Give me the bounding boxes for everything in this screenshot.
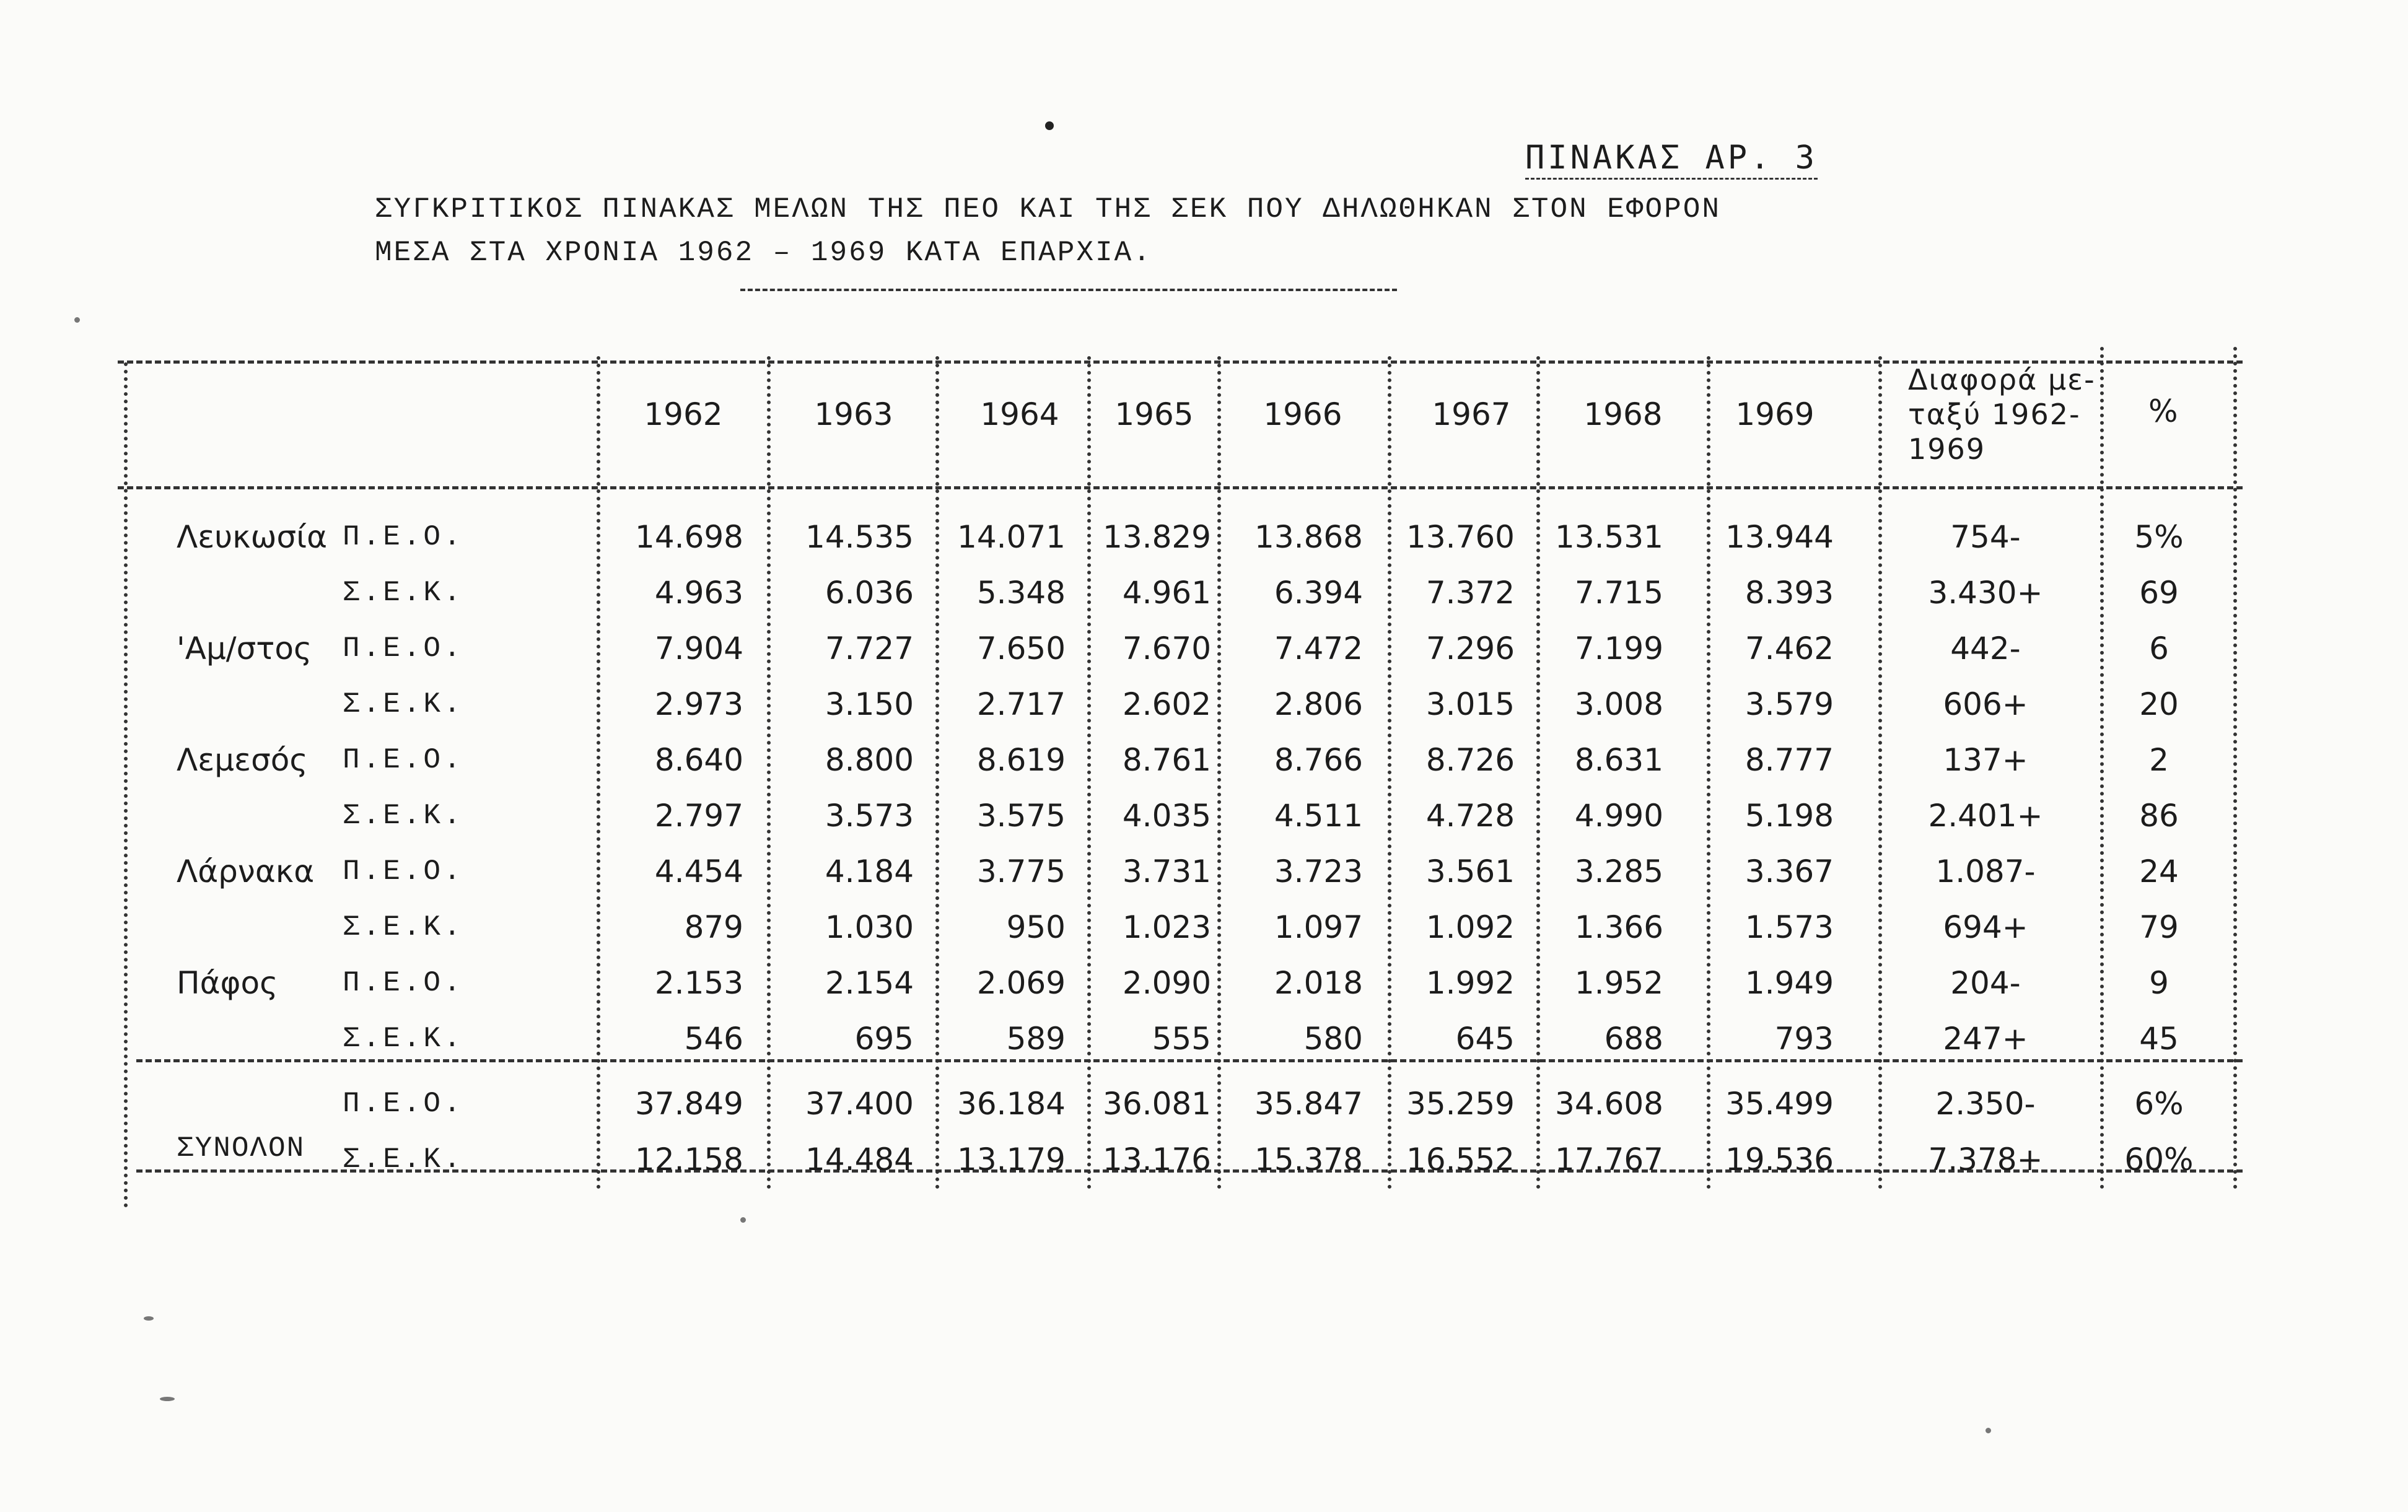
- cell-1964: 5.348: [976, 575, 1066, 611]
- cell-1962: 2.797: [654, 798, 743, 834]
- union-code: Σ.Ε.Κ.: [343, 800, 464, 832]
- scan-speck: [740, 1217, 746, 1223]
- scan-speck: [74, 317, 80, 323]
- total-cell-1968: 17.767: [1555, 1142, 1663, 1178]
- cell-1967: 3.561: [1425, 854, 1515, 889]
- cell-1968: 4.990: [1574, 798, 1663, 834]
- percent-cell: 69: [2139, 575, 2179, 611]
- district-label: Πάφος: [177, 965, 278, 1001]
- cell-1965: 4.035: [1122, 798, 1211, 834]
- cell-1966: 6.394: [1274, 575, 1363, 611]
- diff-cell: 606+: [1943, 686, 2028, 722]
- percent-cell: 45: [2139, 1021, 2179, 1057]
- cell-1965: 1.023: [1122, 909, 1211, 945]
- total-diff-cell: 7.378+: [1928, 1142, 2043, 1178]
- cell-1966: 2.018: [1274, 965, 1363, 1001]
- total-union-code: Π.Ε.Ο.: [343, 1088, 464, 1120]
- diff-cell: 1.087-: [1935, 854, 2036, 889]
- cell-1963: 8.800: [825, 742, 914, 778]
- cell-1964: 8.619: [976, 742, 1066, 778]
- cell-1965: 3.731: [1122, 854, 1211, 889]
- diff-cell: 3.430+: [1928, 575, 2043, 611]
- district-label: 'Αμ/στος: [177, 631, 312, 666]
- diff-cell: 694+: [1943, 909, 2028, 945]
- document-title-line-1: ΣΥΓΚΡΙΤΙΚΟΣ ΠΙΝΑΚΑΣ ΜΕΛΩΝ ΤΗΣ ΠΕΟ ΚΑΙ ΤΗΣ ΣΕΚ ΠΟΥ ΔΗΛΩΘΗΚΑΝ ΣΤΟΝ ΕΦΟΡΟΝ: [375, 193, 1721, 225]
- percent-cell: 24: [2139, 854, 2179, 889]
- union-code: Σ.Ε.Κ.: [343, 577, 464, 609]
- cell-1964: 589: [1006, 1021, 1066, 1057]
- percent-cell: 9: [2149, 965, 2169, 1001]
- total-cell-1965: 36.081: [1103, 1086, 1211, 1122]
- cell-1968: 3.285: [1574, 854, 1663, 889]
- total-cell-1963: 14.484: [805, 1142, 914, 1178]
- cell-1969: 13.944: [1725, 519, 1834, 555]
- total-cell-1969: 35.499: [1725, 1086, 1834, 1122]
- cell-1963: 1.030: [825, 909, 914, 945]
- percent-cell: 5%: [2134, 519, 2184, 555]
- cell-1966: 580: [1303, 1021, 1363, 1057]
- total-cell-1963: 37.400: [805, 1086, 914, 1122]
- total-cell-1968: 34.608: [1555, 1086, 1663, 1122]
- total-cell-1965: 13.176: [1103, 1142, 1211, 1178]
- cell-1967: 1.092: [1425, 909, 1515, 945]
- cell-1967: 1.992: [1425, 965, 1515, 1001]
- scan-speck: [1045, 121, 1054, 130]
- difference-header-line-1: Διαφορά με-: [1908, 363, 2096, 396]
- union-code: Π.Ε.Ο.: [343, 855, 464, 888]
- cell-1963: 14.535: [805, 519, 914, 555]
- cell-1965: 2.602: [1122, 686, 1211, 722]
- header-bottom-rule: [118, 486, 2243, 489]
- year-header-1968: 1968: [1583, 396, 1663, 432]
- cell-1962: 4.963: [654, 575, 743, 611]
- percent-cell: 6: [2149, 631, 2169, 666]
- total-cell-1967: 16.552: [1406, 1142, 1515, 1178]
- cell-1969: 8.393: [1745, 575, 1834, 611]
- year-header-1969: 1969: [1735, 396, 1815, 432]
- cell-1965: 2.090: [1122, 965, 1211, 1001]
- cell-1967: 8.726: [1425, 742, 1515, 778]
- cell-1968: 8.631: [1574, 742, 1663, 778]
- year-header-1966: 1966: [1263, 396, 1342, 432]
- cell-1969: 1.949: [1745, 965, 1834, 1001]
- total-percent-cell: 6%: [2134, 1086, 2184, 1122]
- cell-1966: 4.511: [1274, 798, 1363, 834]
- total-label: ΣΥΝΟΛΟΝ: [177, 1132, 305, 1165]
- cell-1962: 2.153: [654, 965, 743, 1001]
- total-cell-1966: 35.847: [1254, 1086, 1363, 1122]
- cell-1966: 1.097: [1274, 909, 1363, 945]
- cell-1963: 7.727: [825, 631, 914, 666]
- cell-1962: 7.904: [654, 631, 743, 666]
- percent-cell: 79: [2139, 909, 2179, 945]
- union-code: Π.Ε.Ο.: [343, 632, 464, 665]
- district-label: Λευκωσία: [177, 519, 328, 555]
- year-header-1965: 1965: [1114, 396, 1194, 432]
- total-cell-1962: 12.158: [635, 1142, 743, 1178]
- difference-header: [1908, 362, 2112, 466]
- cell-1969: 7.462: [1745, 631, 1834, 666]
- cell-1963: 3.573: [825, 798, 914, 834]
- year-header-1964: 1964: [980, 396, 1059, 432]
- cell-1964: 2.069: [976, 965, 1066, 1001]
- difference-header-line-2: ταξύ 1962-: [1908, 398, 2081, 431]
- total-cell-1962: 37.849: [635, 1086, 743, 1122]
- difference-header-line-3: 1969: [1908, 432, 1986, 466]
- scan-speck: [160, 1397, 175, 1401]
- year-header-1967: 1967: [1432, 396, 1511, 432]
- cell-1968: 7.715: [1574, 575, 1663, 611]
- cell-1969: 8.777: [1745, 742, 1834, 778]
- cell-1965: 8.761: [1122, 742, 1211, 778]
- cell-1962: 879: [684, 909, 743, 945]
- title-underline: [740, 289, 1397, 291]
- cell-1963: 695: [854, 1021, 914, 1057]
- diff-cell: 204-: [1950, 965, 2021, 1001]
- year-header-1962: 1962: [644, 396, 723, 432]
- cell-1969: 793: [1774, 1021, 1834, 1057]
- total-percent-cell: 60%: [2124, 1142, 2194, 1178]
- cell-1963: 2.154: [825, 965, 914, 1001]
- cell-1969: 3.367: [1745, 854, 1834, 889]
- cell-1968: 7.199: [1574, 631, 1663, 666]
- percent-cell: 2: [2149, 742, 2169, 778]
- cell-1969: 1.573: [1745, 909, 1834, 945]
- cell-1965: 13.829: [1103, 519, 1211, 555]
- diff-cell: 2.401+: [1928, 798, 2043, 834]
- cell-1964: 7.650: [976, 631, 1066, 666]
- union-code: Σ.Ε.Κ.: [343, 1023, 464, 1055]
- cell-1967: 4.728: [1425, 798, 1515, 834]
- cell-1969: 3.579: [1745, 686, 1834, 722]
- left-edge-rule: [124, 362, 128, 1208]
- total-cell-1969: 19.536: [1725, 1142, 1834, 1178]
- document-title-line-2: ΜΕΣΑ ΣΤΑ ΧΡΟΝΙΑ 1962 – 1969 ΚΑΤΑ ΕΠΑΡΧΙΑ.: [375, 237, 1152, 269]
- total-cell-1964: 36.184: [957, 1086, 1066, 1122]
- cell-1963: 6.036: [825, 575, 914, 611]
- cell-1964: 3.775: [976, 854, 1066, 889]
- cell-1968: 13.531: [1555, 519, 1663, 555]
- cell-1963: 4.184: [825, 854, 914, 889]
- cell-1966: 8.766: [1274, 742, 1363, 778]
- cell-1965: 4.961: [1122, 575, 1211, 611]
- cell-1962: 8.640: [654, 742, 743, 778]
- cell-1962: 14.698: [635, 519, 743, 555]
- cell-1968: 688: [1604, 1021, 1663, 1057]
- cell-1966: 13.868: [1254, 519, 1363, 555]
- cell-1962: 4.454: [654, 854, 743, 889]
- cell-1968: 1.952: [1574, 965, 1663, 1001]
- percent-cell: 86: [2139, 798, 2179, 834]
- cell-1964: 3.575: [976, 798, 1066, 834]
- body-bottom-rule: [136, 1059, 2243, 1062]
- year-header-1963: 1963: [814, 396, 893, 432]
- cell-1967: 7.296: [1425, 631, 1515, 666]
- cell-1963: 3.150: [825, 686, 914, 722]
- percent-cell: 20: [2139, 686, 2179, 722]
- total-cell-1964: 13.179: [957, 1142, 1066, 1178]
- column-divider: [1878, 356, 1882, 1189]
- union-code: Π.Ε.Ο.: [343, 521, 464, 553]
- diff-cell: 137+: [1943, 742, 2028, 778]
- diff-cell: 247+: [1943, 1021, 2028, 1057]
- cell-1966: 3.723: [1274, 854, 1363, 889]
- union-code: Σ.Ε.Κ.: [343, 911, 464, 943]
- cell-1962: 2.973: [654, 686, 743, 722]
- total-diff-cell: 2.350-: [1935, 1086, 2036, 1122]
- scan-speck: [1986, 1428, 1991, 1433]
- total-cell-1966: 15.378: [1254, 1142, 1363, 1178]
- total-cell-1967: 35.259: [1406, 1086, 1515, 1122]
- cell-1967: 13.760: [1406, 519, 1515, 555]
- total-union-code: Σ.Ε.Κ.: [343, 1143, 464, 1176]
- district-label: Λεμεσός: [177, 742, 308, 778]
- cell-1966: 2.806: [1274, 686, 1363, 722]
- cell-1964: 2.717: [976, 686, 1066, 722]
- cell-1967: 3.015: [1425, 686, 1515, 722]
- district-label: Λάρνακα: [177, 854, 315, 889]
- diff-cell: 442-: [1950, 631, 2021, 666]
- cell-1962: 546: [684, 1021, 743, 1057]
- cell-1964: 950: [1006, 909, 1066, 945]
- scan-speck: [144, 1316, 154, 1321]
- cell-1965: 7.670: [1122, 631, 1211, 666]
- cell-1966: 7.472: [1274, 631, 1363, 666]
- union-code: Π.Ε.Ο.: [343, 967, 464, 999]
- union-code: Π.Ε.Ο.: [343, 744, 464, 776]
- cell-1968: 3.008: [1574, 686, 1663, 722]
- cell-1968: 1.366: [1574, 909, 1663, 945]
- percent-header: %: [2148, 393, 2178, 429]
- union-code: Σ.Ε.Κ.: [343, 688, 464, 720]
- table-number: ΠΙΝΑΚΑΣ ΑΡ. 3: [1525, 139, 1818, 180]
- cell-1965: 555: [1152, 1021, 1211, 1057]
- cell-1967: 645: [1455, 1021, 1515, 1057]
- cell-1964: 14.071: [957, 519, 1066, 555]
- diff-cell: 754-: [1950, 519, 2021, 555]
- cell-1967: 7.372: [1425, 575, 1515, 611]
- cell-1969: 5.198: [1745, 798, 1834, 834]
